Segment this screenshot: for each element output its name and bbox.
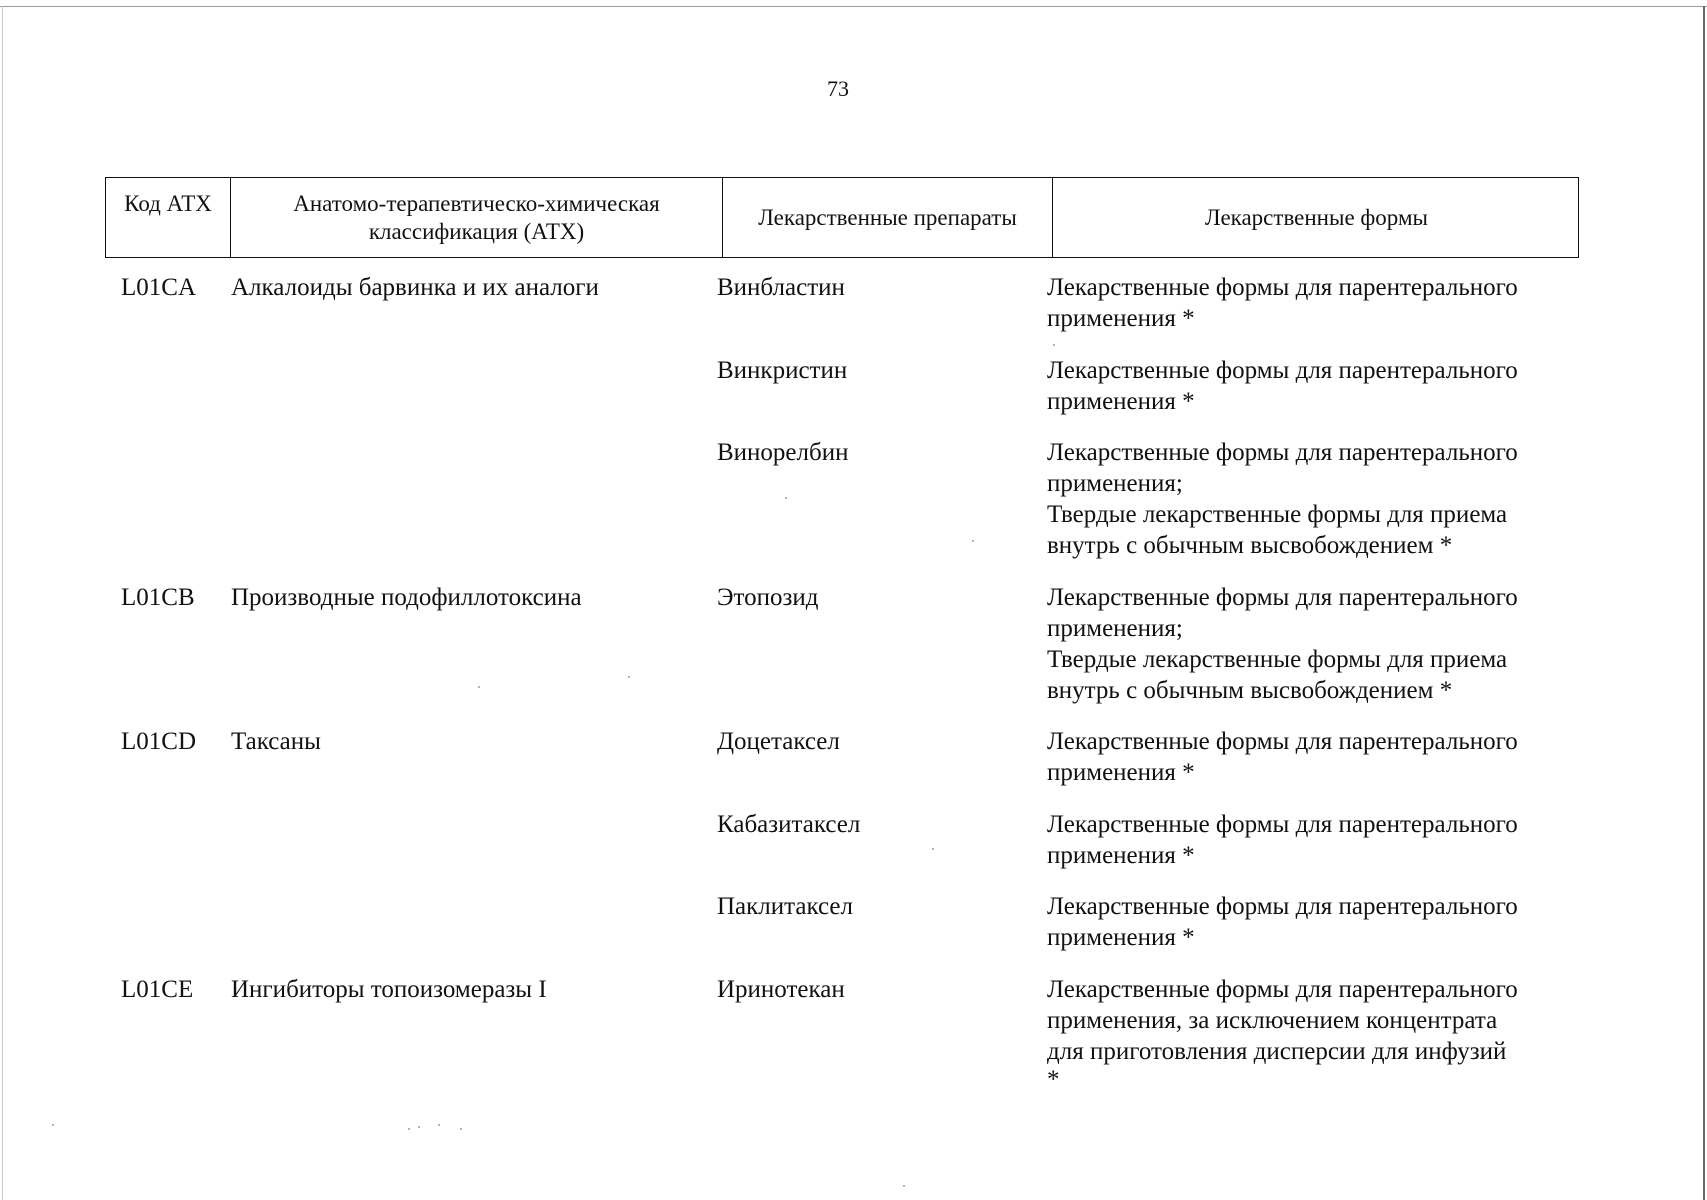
scan-speck <box>785 497 787 499</box>
page-number: 73 <box>827 76 849 101</box>
drug-name: Кабазитаксел <box>717 811 861 838</box>
dosage-form-line: Лекарственные формы для парентерального <box>1047 274 1518 301</box>
dosage-form-line: Лекарственные формы для парентерального <box>1047 439 1518 466</box>
scan-speck <box>903 1185 905 1187</box>
scan-speck <box>478 686 480 688</box>
dosage-form-line: * <box>1047 1066 1060 1093</box>
scan-speck <box>52 1124 54 1126</box>
dosage-form-line: Лекарственные формы для парентерального <box>1047 584 1518 611</box>
drug-name: Винкристин <box>717 357 848 384</box>
dosage-form-line: применения * <box>1047 305 1195 332</box>
dosage-form-line: Лекарственные формы для парентерального <box>1047 728 1518 755</box>
dosage-form-line: Твердые лекарственные формы для приема <box>1047 646 1508 673</box>
scan-speck <box>408 1128 410 1130</box>
dosage-form-line: применения * <box>1047 924 1195 951</box>
dosage-form-line: применения, за исключением концентрата <box>1047 1007 1498 1034</box>
atc-classification: Ингибиторы топоизомеразы I <box>231 976 547 1003</box>
dosage-form-line: применения * <box>1047 388 1195 415</box>
table-header <box>105 177 1579 258</box>
dosage-form-line: для приготовления дисперсии для инфузий <box>1047 1038 1507 1065</box>
atc-code: L01CB <box>121 584 195 611</box>
atc-code: L01CA <box>121 274 196 301</box>
page-frame-right <box>1703 6 1705 1200</box>
drug-name: Этопозид <box>717 584 819 611</box>
atc-classification: Таксаны <box>231 728 321 755</box>
scan-speck <box>972 540 974 542</box>
dosage-form-line: Лекарственные формы для парентерального <box>1047 357 1518 384</box>
atc-code: L01CD <box>121 728 196 755</box>
header-atc-classification: Анатомо-терапевтическо-химическая классификация (АТХ) <box>230 178 722 257</box>
dosage-form-line: Лекарственные формы для парентерального <box>1047 893 1518 920</box>
drug-name: Иринотекан <box>717 976 845 1003</box>
scan-speck <box>628 676 630 678</box>
page-frame-left <box>2 6 3 1200</box>
header-dosage-forms: Лекарственные формы <box>1052 178 1580 257</box>
scan-speck <box>1053 344 1055 346</box>
atc-classification: Алкалоиды барвинка и их аналоги <box>231 274 599 301</box>
dosage-form-line: применения * <box>1047 759 1195 786</box>
drug-name: Доцетаксел <box>717 728 840 755</box>
scan-speck <box>418 1126 420 1128</box>
page-frame-top <box>0 6 1707 7</box>
drug-name: Паклитаксел <box>717 893 853 920</box>
dosage-form-line: применения * <box>1047 842 1195 869</box>
dosage-form-line: применения; <box>1047 615 1183 642</box>
scan-speck <box>438 1124 440 1126</box>
header-atc-code: Код АТХ <box>124 191 212 216</box>
drug-name: Винбластин <box>717 274 845 301</box>
drug-name: Винорелбин <box>717 439 849 466</box>
dosage-form-line: Лекарственные формы для парентерального <box>1047 976 1518 1003</box>
header-drugs: Лекарственные препараты <box>722 178 1052 257</box>
dosage-form-line: Твердые лекарственные формы для приема <box>1047 501 1508 528</box>
atc-classification: Производные подофиллотоксина <box>231 584 582 611</box>
dosage-form-line: внутрь с обычным высвобождением * <box>1047 532 1453 559</box>
dosage-form-line: внутрь с обычным высвобождением * <box>1047 677 1453 704</box>
scan-speck <box>932 848 934 850</box>
scan-speck <box>460 1128 462 1130</box>
atc-code: L01CE <box>121 976 194 1003</box>
dosage-form-line: применения; <box>1047 470 1183 497</box>
dosage-form-line: Лекарственные формы для парентерального <box>1047 811 1518 838</box>
